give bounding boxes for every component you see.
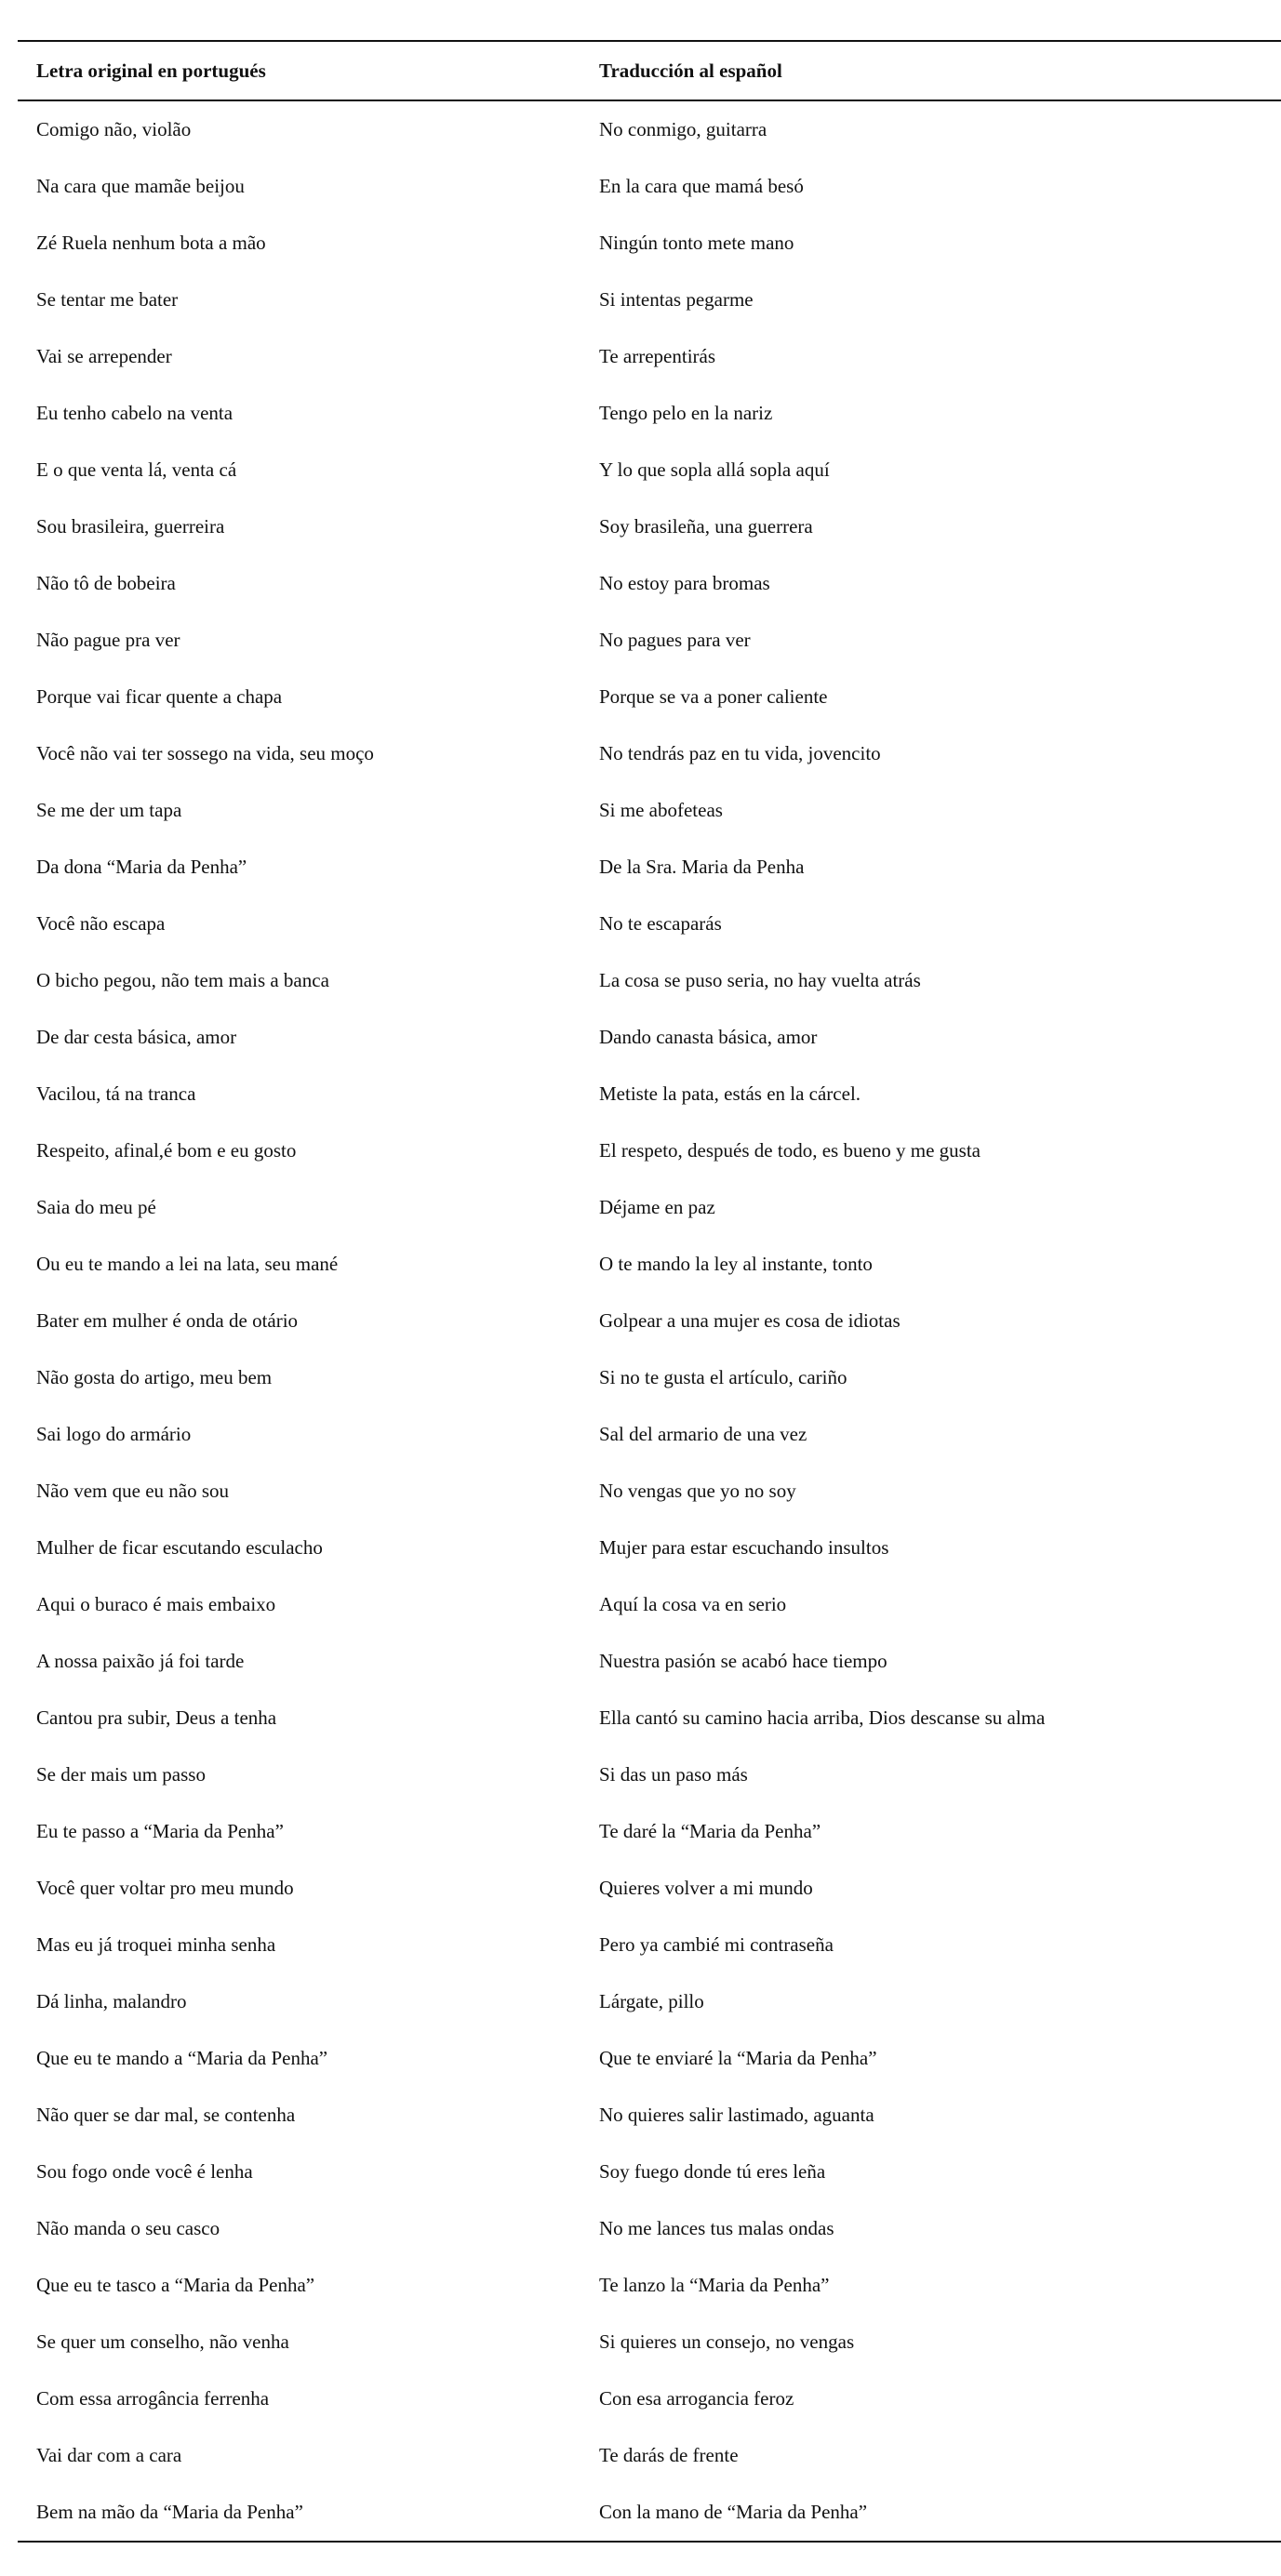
translation-cell: Con la mano de “Maria da Penha” bbox=[580, 2484, 1281, 2542]
original-lyric-cell: Eu te passo a “Maria da Penha” bbox=[36, 1820, 284, 1842]
original-lyric-cell: Sou fogo onde você é lenha bbox=[36, 2160, 253, 2183]
table-row bbox=[18, 1122, 1281, 1179]
original-lyric-cell: Não pague pra ver bbox=[36, 629, 180, 651]
original-lyric-cell: Zé Ruela nenhum bota a mão bbox=[36, 232, 266, 254]
table-row bbox=[18, 1860, 1281, 1917]
table-row bbox=[18, 1803, 1281, 1860]
table-row bbox=[18, 498, 1281, 555]
original-lyric-cell: O bicho pegou, não tem mais a banca bbox=[36, 969, 329, 991]
original-lyric-cell: Não quer se dar mal, se contenha bbox=[36, 2104, 296, 2126]
translation-cell: Que te enviaré la “Maria da Penha” bbox=[599, 2047, 877, 2069]
table-header-row bbox=[18, 41, 1281, 100]
original-lyric-cell: Que eu te tasco a “Maria da Penha” bbox=[36, 2274, 315, 2296]
translation-cell: Quieres volver a mi mundo bbox=[599, 1877, 813, 1899]
translation-cell: No quieres salir lastimado, aguanta bbox=[599, 2104, 874, 2126]
table-row bbox=[18, 1349, 1281, 1406]
original-lyric-cell: Vai dar com a cara bbox=[36, 2444, 182, 2466]
original-lyric-cell: Saia do meu pé bbox=[36, 1196, 156, 1218]
original-lyric-cell: Comigo não, violão bbox=[36, 118, 192, 140]
translation-cell: No pagues para ver bbox=[599, 629, 751, 651]
translation-cell: Si das un paso más bbox=[599, 1763, 748, 1786]
table-body bbox=[18, 100, 1281, 2542]
translation-cell: No vengas que yo no soy bbox=[599, 1480, 796, 1502]
original-lyric-cell: Se me der um tapa bbox=[36, 799, 182, 821]
table-row bbox=[18, 1179, 1281, 1236]
original-lyric-cell: Cantou pra subir, Deus a tenha bbox=[36, 1706, 277, 1729]
translation-cell: Te darás de frente bbox=[599, 2444, 739, 2466]
original-lyric-cell: Você não vai ter sossego na vida, seu moço bbox=[36, 742, 374, 764]
translation-cell: No tendrás paz en tu vida, jovencito bbox=[599, 742, 881, 764]
translation-cell: Metiste la pata, estás en la cárcel. bbox=[599, 1082, 861, 1105]
table-row bbox=[18, 2370, 1281, 2427]
table-row bbox=[18, 612, 1281, 669]
translation-cell: La cosa se puso seria, no hay vuelta atrás bbox=[599, 969, 921, 991]
table-row bbox=[18, 725, 1281, 782]
header-original-lyrics: Letra original en portugués bbox=[18, 41, 580, 100]
table-row bbox=[18, 2427, 1281, 2484]
original-lyric-cell: Que eu te mando a “Maria da Penha” bbox=[36, 2047, 328, 2069]
translation-cell: O te mando la ley al instante, tonto bbox=[599, 1253, 873, 1275]
translation-cell: No conmigo, guitarra bbox=[599, 118, 767, 140]
translation-cell: Con esa arrogancia feroz bbox=[599, 2387, 794, 2410]
original-lyric-cell: Vacilou, tá na tranca bbox=[36, 1082, 196, 1105]
original-lyric-cell: Se tentar me bater bbox=[36, 288, 179, 311]
translation-cell: El respeto, después de todo, es bueno y me gusta bbox=[599, 1139, 981, 1162]
translation-cell: Porque se va a poner caliente bbox=[599, 685, 828, 708]
translation-cell: En la cara que mamá besó bbox=[599, 175, 804, 197]
table-row bbox=[18, 1917, 1281, 1973]
translation-cell: No me lances tus malas ondas bbox=[599, 2217, 834, 2239]
original-lyric-cell: A nossa paixão já foi tarde bbox=[36, 1650, 245, 1672]
original-lyric-cell: Não manda o seu casco bbox=[36, 2217, 220, 2239]
translation-cell: Mujer para estar escuchando insultos bbox=[599, 1536, 889, 1559]
table-row bbox=[18, 555, 1281, 612]
translation-cell: Soy brasileña, una guerrera bbox=[599, 515, 813, 538]
original-lyric-cell: Porque vai ficar quente a chapa bbox=[36, 685, 283, 708]
original-lyric-cell: Mas eu já troquei minha senha bbox=[36, 1933, 276, 1956]
table-row bbox=[18, 1690, 1281, 1746]
table-row bbox=[18, 1293, 1281, 1349]
table-row bbox=[18, 1463, 1281, 1520]
table-row bbox=[18, 1406, 1281, 1463]
original-lyric-cell: Mulher de ficar escutando esculacho bbox=[36, 1536, 323, 1559]
translation-cell: Sal del armario de una vez bbox=[599, 1423, 807, 1445]
table-row bbox=[18, 782, 1281, 839]
original-lyric-cell: Ou eu te mando a lei na lata, seu mané bbox=[36, 1253, 339, 1275]
original-lyric-cell: Sou brasileira, guerreira bbox=[36, 515, 225, 538]
translation-cell: Dando canasta básica, amor bbox=[599, 1026, 818, 1048]
translation-cell: Déjame en paz bbox=[599, 1196, 715, 1218]
translation-cell: Golpear a una mujer es cosa de idiotas bbox=[599, 1309, 901, 1332]
table-row bbox=[18, 385, 1281, 442]
translation-cell: Tengo pelo en la nariz bbox=[599, 402, 773, 424]
table-row bbox=[18, 1009, 1281, 1066]
header-spanish-translation: Traducción al español bbox=[580, 41, 1281, 100]
original-lyric-cell: E o que venta lá, venta cá bbox=[36, 458, 237, 481]
table-row bbox=[18, 328, 1281, 385]
table-row bbox=[18, 952, 1281, 1009]
original-lyric-cell: Vai se arrepender bbox=[36, 345, 172, 367]
table-row bbox=[18, 442, 1281, 498]
translation-cell: Si quieres un consejo, no vengas bbox=[599, 2330, 855, 2353]
table-row bbox=[18, 1520, 1281, 1576]
table-row bbox=[18, 2030, 1281, 2087]
translation-cell: Si me abofeteas bbox=[599, 799, 723, 821]
original-lyric-cell: Com essa arrogância ferrenha bbox=[36, 2387, 270, 2410]
table-row bbox=[18, 2087, 1281, 2144]
original-lyric-cell: Se der mais um passo bbox=[36, 1763, 206, 1786]
original-lyric-cell: Eu tenho cabelo na venta bbox=[36, 402, 234, 424]
table-row bbox=[18, 2314, 1281, 2370]
table-row bbox=[18, 2484, 1281, 2542]
translation-cell: Si intentas pegarme bbox=[599, 288, 754, 311]
table-row bbox=[18, 2144, 1281, 2200]
table-row bbox=[18, 272, 1281, 328]
translation-cell: No estoy para bromas bbox=[599, 572, 770, 594]
translation-cell: Te daré la “Maria da Penha” bbox=[599, 1820, 821, 1842]
translation-cell: De la Sra. Maria da Penha bbox=[599, 856, 805, 878]
original-lyric-cell: Não tô de bobeira bbox=[36, 572, 176, 594]
translation-cell: Nuestra pasión se acabó hace tiempo bbox=[599, 1650, 887, 1672]
translation-cell: Lárgate, pillo bbox=[599, 1990, 704, 2012]
original-lyric-cell: Bem na mão da “Maria da Penha” bbox=[18, 2484, 580, 2542]
original-lyric-cell: Da dona “Maria da Penha” bbox=[36, 856, 247, 878]
original-lyric-cell: Bater em mulher é onda de otário bbox=[36, 1309, 299, 1332]
original-lyric-cell: Não vem que eu não sou bbox=[36, 1480, 230, 1502]
original-lyric-cell: Sai logo do armário bbox=[36, 1423, 192, 1445]
original-lyric-cell: De dar cesta básica, amor bbox=[36, 1026, 237, 1048]
translation-cell: Soy fuego donde tú eres leña bbox=[599, 2160, 826, 2183]
translation-cell: Ningún tonto mete mano bbox=[599, 232, 794, 254]
table-row bbox=[18, 1236, 1281, 1293]
original-lyric-cell: Respeito, afinal,é bom e eu gosto bbox=[36, 1139, 297, 1162]
table-row bbox=[18, 1973, 1281, 2030]
table-row bbox=[18, 215, 1281, 272]
lyrics-translation-table bbox=[18, 40, 1281, 2543]
table-row bbox=[18, 896, 1281, 952]
translation-cell: Ella cantó su camino hacia arriba, Dios descanse su alma bbox=[599, 1706, 1046, 1729]
table-row bbox=[18, 1066, 1281, 1122]
table-row bbox=[18, 100, 1281, 158]
table-row bbox=[18, 1746, 1281, 1803]
translation-cell: Te lanzo la “Maria da Penha” bbox=[599, 2274, 830, 2296]
original-lyric-cell: Não gosta do artigo, meu bem bbox=[36, 1366, 273, 1388]
original-lyric-cell: Dá linha, malandro bbox=[36, 1990, 187, 2012]
translation-cell: Aquí la cosa va en serio bbox=[599, 1593, 787, 1615]
translation-cell: Te arrepentirás bbox=[599, 345, 716, 367]
table-row bbox=[18, 158, 1281, 215]
translation-cell: Y lo que sopla allá sopla aquí bbox=[599, 458, 830, 481]
table-row bbox=[18, 1633, 1281, 1690]
translation-cell: No te escaparás bbox=[599, 912, 722, 935]
table-row bbox=[18, 839, 1281, 896]
table-row bbox=[18, 2257, 1281, 2314]
table-row bbox=[18, 1576, 1281, 1633]
table-row bbox=[18, 2200, 1281, 2257]
table-row bbox=[18, 669, 1281, 725]
original-lyric-cell: Você quer voltar pro meu mundo bbox=[36, 1877, 294, 1899]
original-lyric-cell: Se quer um conselho, não venha bbox=[36, 2330, 289, 2353]
original-lyric-cell: Na cara que mamãe beijou bbox=[36, 175, 245, 197]
translation-cell: Pero ya cambié mi contraseña bbox=[599, 1933, 834, 1956]
translation-cell: Si no te gusta el artículo, cariño bbox=[599, 1366, 847, 1388]
original-lyric-cell: Você não escapa bbox=[36, 912, 166, 935]
original-lyric-cell: Aqui o buraco é mais embaixo bbox=[36, 1593, 276, 1615]
